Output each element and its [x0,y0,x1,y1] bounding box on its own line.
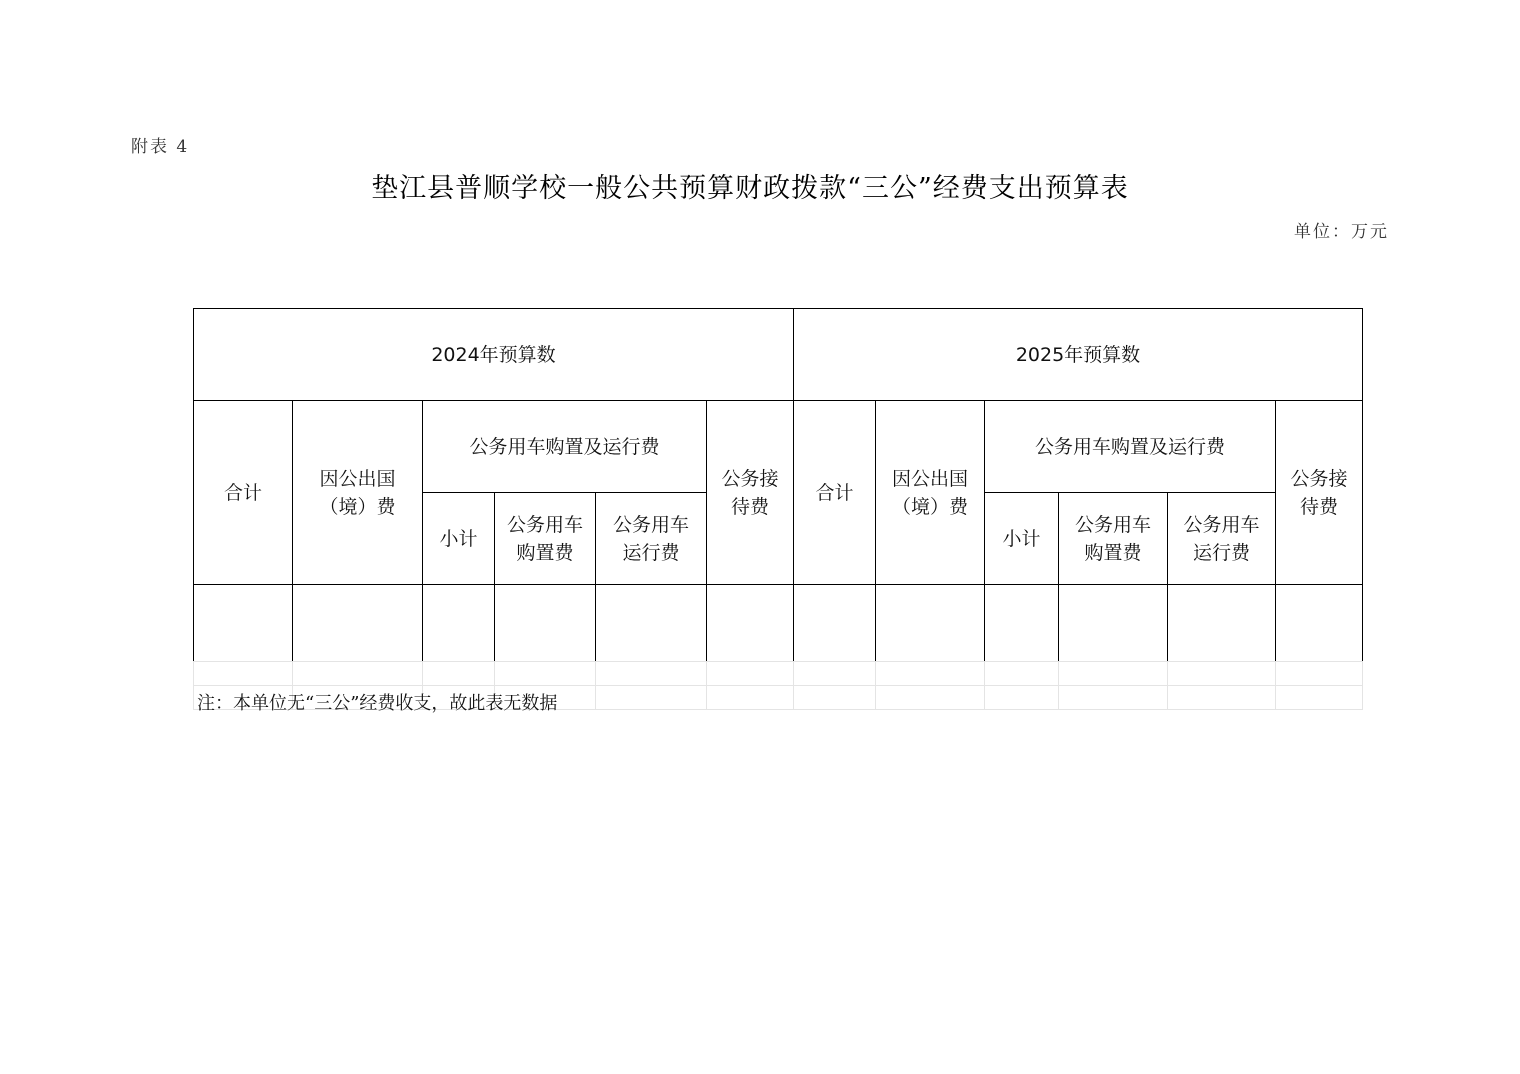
table-cell [985,585,1059,662]
table-cell [423,585,495,662]
vehicle-purchase-2024-header: 公务用车购置费 [495,493,596,585]
unit-label: 单位：万元 [1294,222,1389,242]
subtotal-2024-header: 小计 [423,493,495,585]
attachment-label: 附表 4 [131,137,190,157]
budget-table [193,308,1363,662]
table-cell [194,585,293,662]
year-2025-header: 2025年预算数 [794,309,1363,401]
table-cell [293,585,423,662]
reception-2024-header: 公务接待费 [707,401,794,585]
table-cell [1168,585,1276,662]
table-cell [1059,585,1168,662]
document-title: 垫江县普顺学校一般公共预算财政拨款“三公”经费支出预算表 [371,173,1129,204]
total-2024-header: 合计 [194,401,293,585]
overseas-2024-header: 因公出国（境）费 [293,401,423,585]
vehicle-operation-2024-header: 公务用车运行费 [596,493,707,585]
reception-2025-header: 公务接待费 [1276,401,1363,585]
vehicle-purchase-2025-header: 公务用车购置费 [1059,493,1168,585]
vehicle-group-2025-header: 公务用车购置及运行费 [985,401,1276,493]
total-2025-header: 合计 [794,401,876,585]
table-cell [596,585,707,662]
table-row [194,585,1363,662]
table-cell [1276,585,1363,662]
table-cell [794,585,876,662]
footnote: 注：本单位无“三公”经费收支，故此表无数据 [197,693,558,714]
year-2024-header: 2024年预算数 [194,309,794,401]
vehicle-group-2024-header: 公务用车购置及运行费 [423,401,707,493]
subtotal-2025-header: 小计 [985,493,1059,585]
overseas-2025-header: 因公出国（境）费 [876,401,985,585]
table-cell [876,585,985,662]
table-cell [495,585,596,662]
vehicle-operation-2025-header: 公务用车运行费 [1168,493,1276,585]
table-cell [707,585,794,662]
